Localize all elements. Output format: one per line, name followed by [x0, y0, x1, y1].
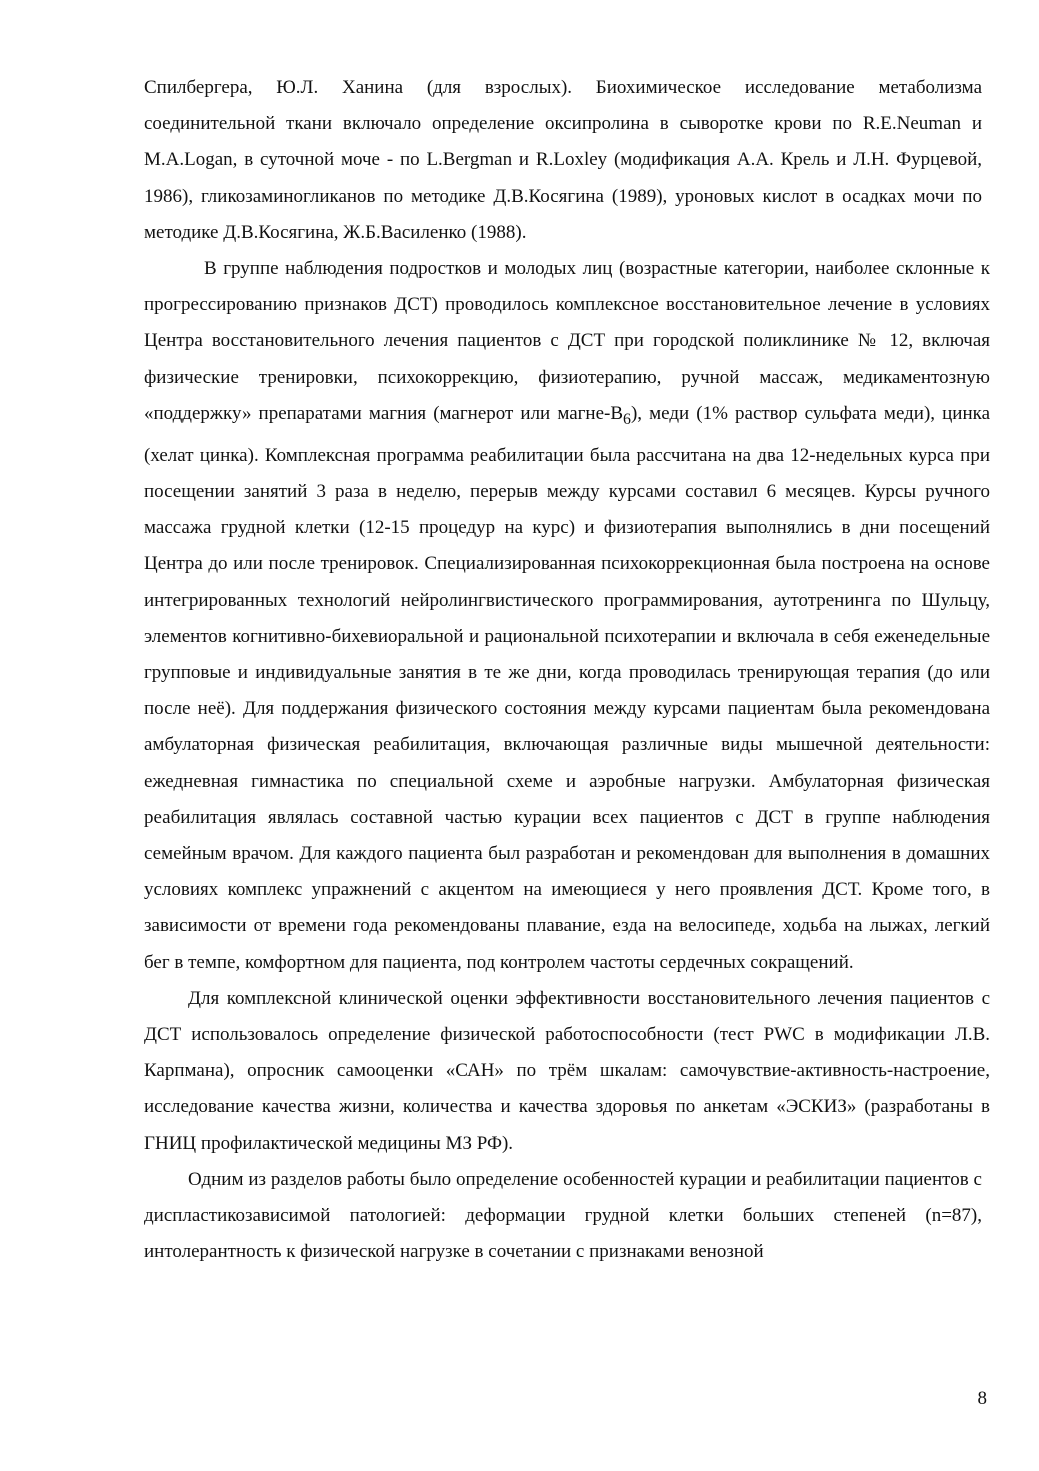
page-number: 8: [977, 1388, 987, 1409]
paragraph-2-text-a: В группе наблюдения подростков и молодых лиц (возрастные категории, наиболее склонные к прогрессированию признаков ДСТ) проводилось комплексное восстановительное лечение в условиях Центра восстановительного лечения пациентов с ДСТ при городской поликлинике № 12, включая физические тренировки, психокоррекцию, физиотерапию, ручной массаж, медикаментозную «поддержку» препаратами магния (магнерот или магне-В: [144, 258, 990, 424]
paragraph-2: [144, 251, 990, 981]
magnesium-b6-subscript: 6: [623, 410, 631, 428]
paragraph-3: Для комплексной клинической оценки эффективности восстановительного лечения пациентов с ДСТ использовалось определение физической работоспособности (тест PWC в модификации Л.В. Карпмана), опросник самооценки «САН» по трём шкалам: самочувствие-активность-настроение, исследование качества жизни, количества и качества здоровья по анкетам «ЭСКИЗ» (разработаны в ГНИЦ профилактической медицины МЗ РФ).: [144, 987, 990, 1154]
paragraph-4: Одним из разделов работы было определение особенностей курации и реабилитации пациентов с диспластикозависимой патологией: деформации грудной клетки больших степеней (n=87), интолерантность к физической нагрузке в сочетании с признаками венозной: [144, 1168, 982, 1263]
paragraph-1: Спилбергера, Ю.Л. Ханина (для взрослых). Биохимическое исследование метаболизма соединительной ткани включало определение оксипролина в сыворотке крови по R.E.Neuman и M.A.Logan, в суточной моче - по L.Bergman и R.Loxley (модификация А.А. Крель и Л.Н. Фурцевой, 1986), гликозаминогликанов по методике Д.В.Косягина (1989), уроновых кислот в осадках мочи по методике Д.В.Косягина, Ж.Б.Василенко (1988).: [144, 77, 982, 243]
paragraph-2-text-b: ), меди (1% раствор сульфата меди), цинка (хелат цинка). Комплексная программа реабилитации была рассчитана на два 12-недельных курса при посещении занятий 3 раза в неделю, перерыв между курсами составил 6 месяцев. Курсы ручного массажа грудной клетки (12-15 процедур на курс) и физиотерапия выполнялись в дни посещений Центра до или после тренировок. Специализированная психокоррекционная была построена на основе интегрированных технологий нейролингвистического программирования, аутотренинга по Шульцу, элементов когнитивно-бихевиоральной и рациональной психотерапии и включала в себя еженедельные групповые и индивидуальные занятия в те же дни, когда проводилась тренирующая терапия (до или после неё). Для поддержания физического состояния между курсами пациентам была рекомендована амбулаторная физическая реабилитация, включающая различные виды мышечной деятельности: ежедневная гимнастика по специальной схеме и аэробные нагрузки. Амбулаторная физическая реабилитация являлась составной частью курации всех пациентов с ДСТ в группе наблюдения семейным врачом. Для каждого пациента был разработан и рекомендован для выполнения в домашних условиях комплекс упражнений с акцентом на имеющиеся у него проявления ДСТ. Кроме того, в зависимости от времени года рекомендованы плавание, езда на велосипеде, ходьба на лыжах, легкий бег в темпе, комфортном для пациента, под контролем частоты сердечных сокращений.: [144, 402, 991, 973]
body-text: [144, 70, 990, 1271]
